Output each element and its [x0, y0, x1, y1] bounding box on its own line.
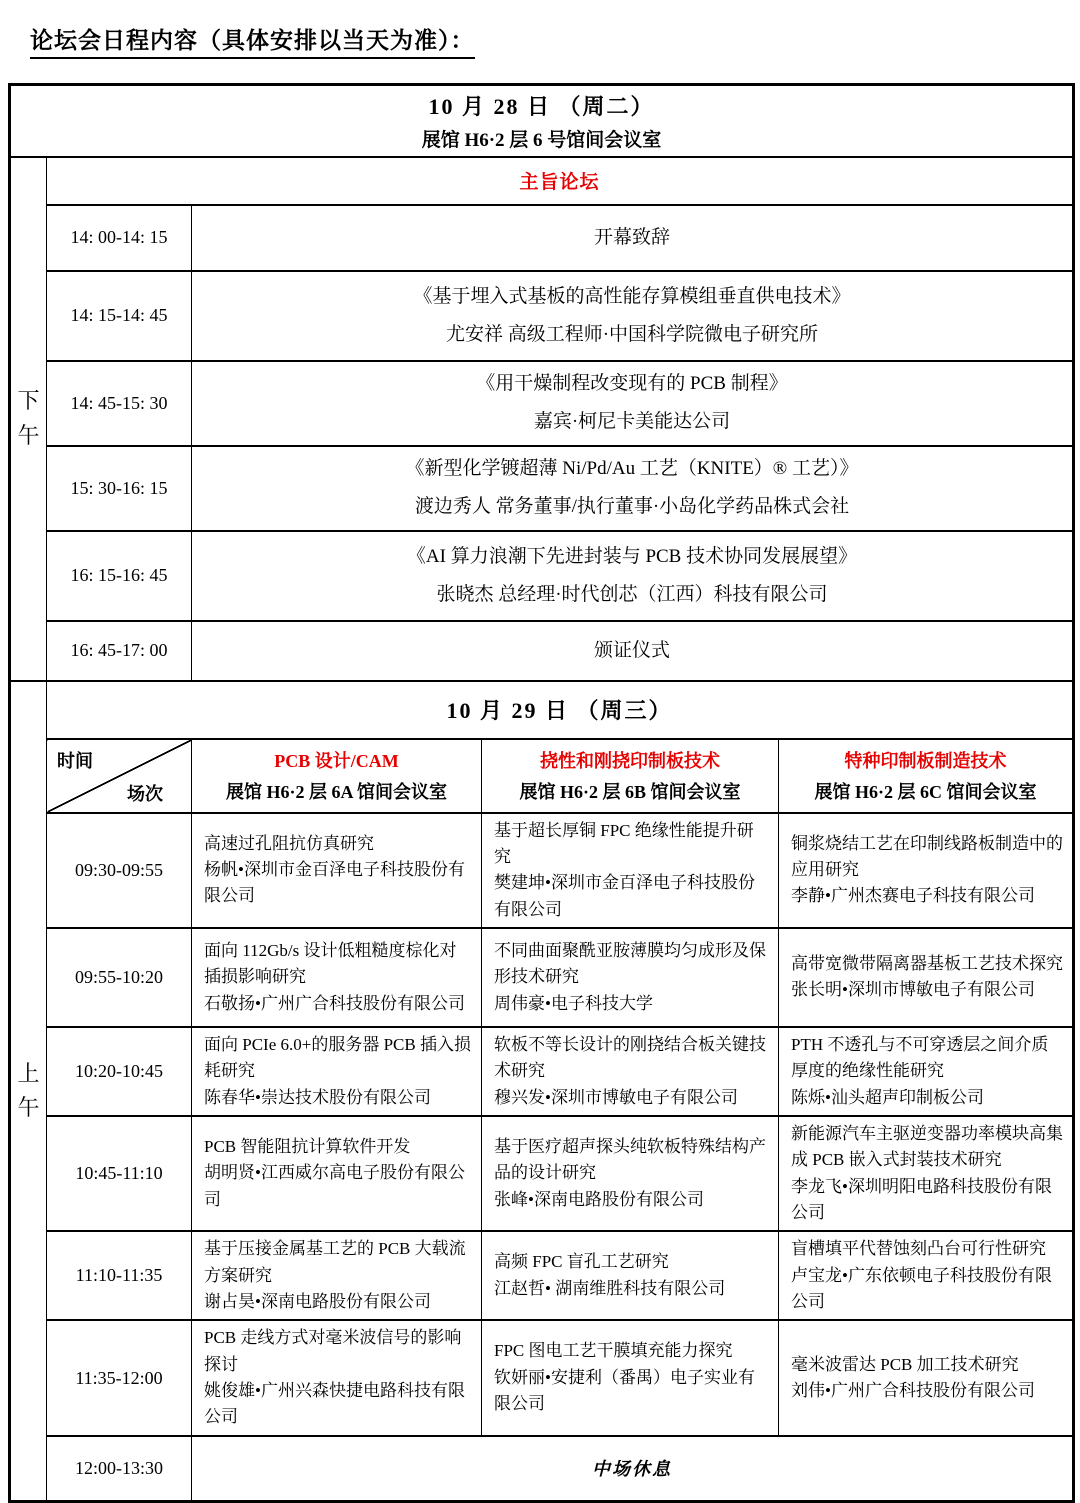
session-title: 铜浆烧结工艺在印制线路板制造中的应用研究 — [791, 833, 1063, 880]
session-speaker: 钦妍丽•安捷利（番禺）电子实业有限公司 — [494, 1367, 755, 1414]
session-cell — [779, 813, 1074, 928]
talk-title: 《基于埋入式基板的高性能存算模组垂直供电技术》 — [413, 285, 851, 307]
talk-title: 《用干燥制程改变现有的 PCB 制程》 — [476, 373, 788, 394]
time-cell: 09:30-09:55 — [47, 813, 192, 928]
session-speaker: 陈春华•崇达技术股份有限公司 — [204, 1087, 431, 1107]
session-speaker: 杨帆•深圳市金百泽电子科技股份有限公司 — [204, 860, 465, 906]
session-cell — [482, 1320, 779, 1435]
corner-time-label: 时间 — [57, 750, 93, 771]
session-cell — [192, 1116, 482, 1231]
session-speaker: 姚俊雄•广州兴森快捷电路科技有限公司 — [204, 1381, 465, 1427]
time-cell: 16: 45-17: 00 — [47, 621, 192, 681]
session-cell — [482, 1027, 779, 1116]
session-title: 高带宽微带隔离器基板工艺技术探究 — [791, 954, 1063, 974]
session-title: 基于压接金属基工艺的 PCB 大载流方案研究 — [204, 1239, 466, 1285]
time-cell: 10:45-11:10 — [47, 1116, 192, 1231]
session-speaker: 樊建坤•深圳市金百泽电子科技股份有限公司 — [494, 873, 755, 919]
talk-speaker: 嘉宾·柯尼卡美能达公司 — [533, 411, 731, 432]
session-title: 不同曲面聚酰亚胺薄膜均匀成形及保形技术研究 — [494, 940, 766, 987]
talk-cell — [192, 531, 1074, 621]
session-title: 高频 FPC 盲孔工艺研究 — [494, 1252, 669, 1272]
track-name: 挠性和刚挠印制板技术 — [540, 751, 720, 771]
session-speaker: 穆兴发•深圳市博敏电子有限公司 — [494, 1087, 738, 1107]
corner-header-cell — [47, 739, 192, 813]
time-cell: 09:55-10:20 — [47, 928, 192, 1027]
track-venue: 展馆 H6·2 层 6A 馆间会议室 — [225, 782, 447, 802]
session-speaker: 张峰•深南电路股份有限公司 — [494, 1189, 704, 1209]
session-title: 基于超长厚铜 FPC 绝缘性能提升研究 — [494, 820, 754, 866]
session-cell — [192, 1320, 482, 1435]
track-venue: 展馆 H6·2 层 6B 馆间会议室 — [519, 782, 741, 802]
page — [0, 22, 1080, 1503]
talk-title: 《新型化学镀超薄 Ni/Pd/Au 工艺（KNITE）® 工艺）》 — [405, 458, 859, 479]
session-cell — [482, 928, 779, 1027]
talk-speaker: 渡边秀人 常务董事/执行董事·小岛化学药品株式会社 — [414, 496, 850, 517]
track-header-flex-rigid — [482, 739, 779, 813]
time-cell: 15: 30-16: 15 — [47, 446, 192, 531]
day1-venue: 展馆 H6·2 层 6 号馆间会议室 — [421, 129, 662, 151]
session-cell — [192, 1231, 482, 1320]
session-cell — [192, 1027, 482, 1116]
schedule-table — [8, 83, 1075, 1503]
session-title: 高速过孔阻抗仿真研究 — [204, 833, 374, 853]
session-title: PCB 智能阻抗计算软件开发 — [204, 1137, 411, 1157]
time-cell: 14: 45-15: 30 — [47, 361, 192, 446]
track-name: 特种印制板制造技术 — [844, 751, 1007, 771]
session-speaker: 胡明贤•江西威尔高电子股份有限公司 — [204, 1163, 465, 1209]
session-title: 面向 112Gb/s 设计低粗糙度棕化对插损影响研究 — [204, 940, 457, 987]
session-title: 新能源汽车主驱逆变器功率模块高集成 PCB 嵌入式封装技术研究 — [791, 1123, 1063, 1170]
session-cell — [482, 1116, 779, 1231]
session-cell — [192, 813, 482, 928]
session-speaker: 石敬扬•广州广合科技股份有限公司 — [204, 993, 465, 1013]
day1-date: 10 月 28 日 （周二） — [428, 93, 655, 119]
keynote-forum-header: 主旨论坛 — [47, 157, 1074, 205]
session-cell — [482, 813, 779, 928]
session-cell — [779, 1027, 1074, 1116]
session-speaker: 陈烁•汕头超声印制板公司 — [791, 1087, 984, 1107]
session-title: 软板不等长设计的刚挠结合板关键技术研究 — [494, 1034, 766, 1081]
time-cell: 16: 15-16: 45 — [47, 531, 192, 621]
talk-cell — [192, 205, 1074, 271]
session-cell — [192, 928, 482, 1027]
break-label: 中场休息 — [192, 1436, 1074, 1502]
track-header-special-pcb — [779, 739, 1074, 813]
session-speaker: 周伟豪•电子科技大学 — [494, 993, 653, 1013]
track-name: PCB 设计/CAM — [274, 751, 399, 771]
session-speaker: 江赵哲• 湖南维胜科技有限公司 — [494, 1278, 726, 1298]
day1-period-cell — [10, 157, 47, 681]
time-cell: 11:10-11:35 — [47, 1231, 192, 1320]
time-cell: 10:20-10:45 — [47, 1027, 192, 1116]
day2-date: 10 月 29 日 （周三） — [446, 698, 673, 723]
session-speaker: 李静•广州杰赛电子科技有限公司 — [791, 886, 1035, 906]
session-speaker: 谢占昊•深南电路股份有限公司 — [204, 1291, 431, 1311]
time-cell: 12:00-13:30 — [47, 1436, 192, 1502]
session-title: 基于医疗超声探头纯软板特殊结构产品的设计研究 — [494, 1137, 766, 1183]
session-cell — [482, 1231, 779, 1320]
session-title: 毫米波雷达 PCB 加工技术研究 — [791, 1354, 1019, 1374]
session-speaker: 张长明•深圳市博敏电子有限公司 — [791, 980, 1035, 1000]
corner-session-label: 场次 — [127, 783, 163, 804]
talk-cell — [192, 271, 1074, 361]
afternoon-label: 下午 — [17, 388, 40, 448]
day2-period-cell — [10, 681, 47, 1502]
time-cell: 14: 00-14: 15 — [47, 205, 192, 271]
session-cell — [779, 928, 1074, 1027]
session-title: 面向 PCIe 6.0+的服务器 PCB 插入损耗研究 — [204, 1034, 471, 1081]
talk-cell — [192, 361, 1074, 446]
session-title: PTH 不透孔与不可穿透层之间介质厚度的绝缘性能研究 — [791, 1034, 1049, 1081]
talk-title: 颁证仪式 — [593, 639, 670, 661]
session-speaker: 卢宝龙•广东依顿电子科技股份有限公司 — [791, 1265, 1052, 1311]
talk-cell — [192, 446, 1074, 531]
document-title-text: 论坛会日程内容（具体安排以当天为准）： — [30, 28, 475, 59]
session-title: PCB 走线方式对毫米波信号的影响探讨 — [204, 1328, 462, 1374]
session-cell — [779, 1320, 1074, 1435]
time-cell: 14: 15-14: 45 — [47, 271, 192, 361]
day2-date-header — [47, 681, 1074, 739]
talk-speaker: 尤安祥 高级工程师·中国科学院微电子研究所 — [445, 323, 819, 345]
talk-cell — [192, 621, 1074, 681]
day1-date-header — [10, 85, 1074, 157]
session-title: FPC 图电工艺干膜填充能力探究 — [494, 1341, 733, 1361]
session-title: 盲槽填平代替蚀刻凸台可行性研究 — [791, 1239, 1046, 1259]
track-header-pcb-design — [192, 739, 482, 813]
session-speaker: 李龙飞•深圳明阳电路科技股份有限公司 — [791, 1176, 1052, 1222]
talk-speaker: 张晓杰 总经理·时代创芯（江西）科技有限公司 — [436, 583, 828, 605]
track-venue: 展馆 H6·2 层 6C 馆间会议室 — [814, 782, 1037, 802]
session-cell — [779, 1231, 1074, 1320]
talk-title: 《AI 算力浪潮下先进封装与 PCB 技术协同发展展望》 — [406, 545, 858, 567]
session-cell — [779, 1116, 1074, 1231]
document-title — [30, 22, 1080, 55]
time-cell: 11:35-12:00 — [47, 1320, 192, 1435]
morning-label: 上午 — [17, 1060, 40, 1120]
talk-title: 开幕致辞 — [593, 226, 670, 248]
session-speaker: 刘伟•广州广合科技股份有限公司 — [791, 1381, 1035, 1400]
